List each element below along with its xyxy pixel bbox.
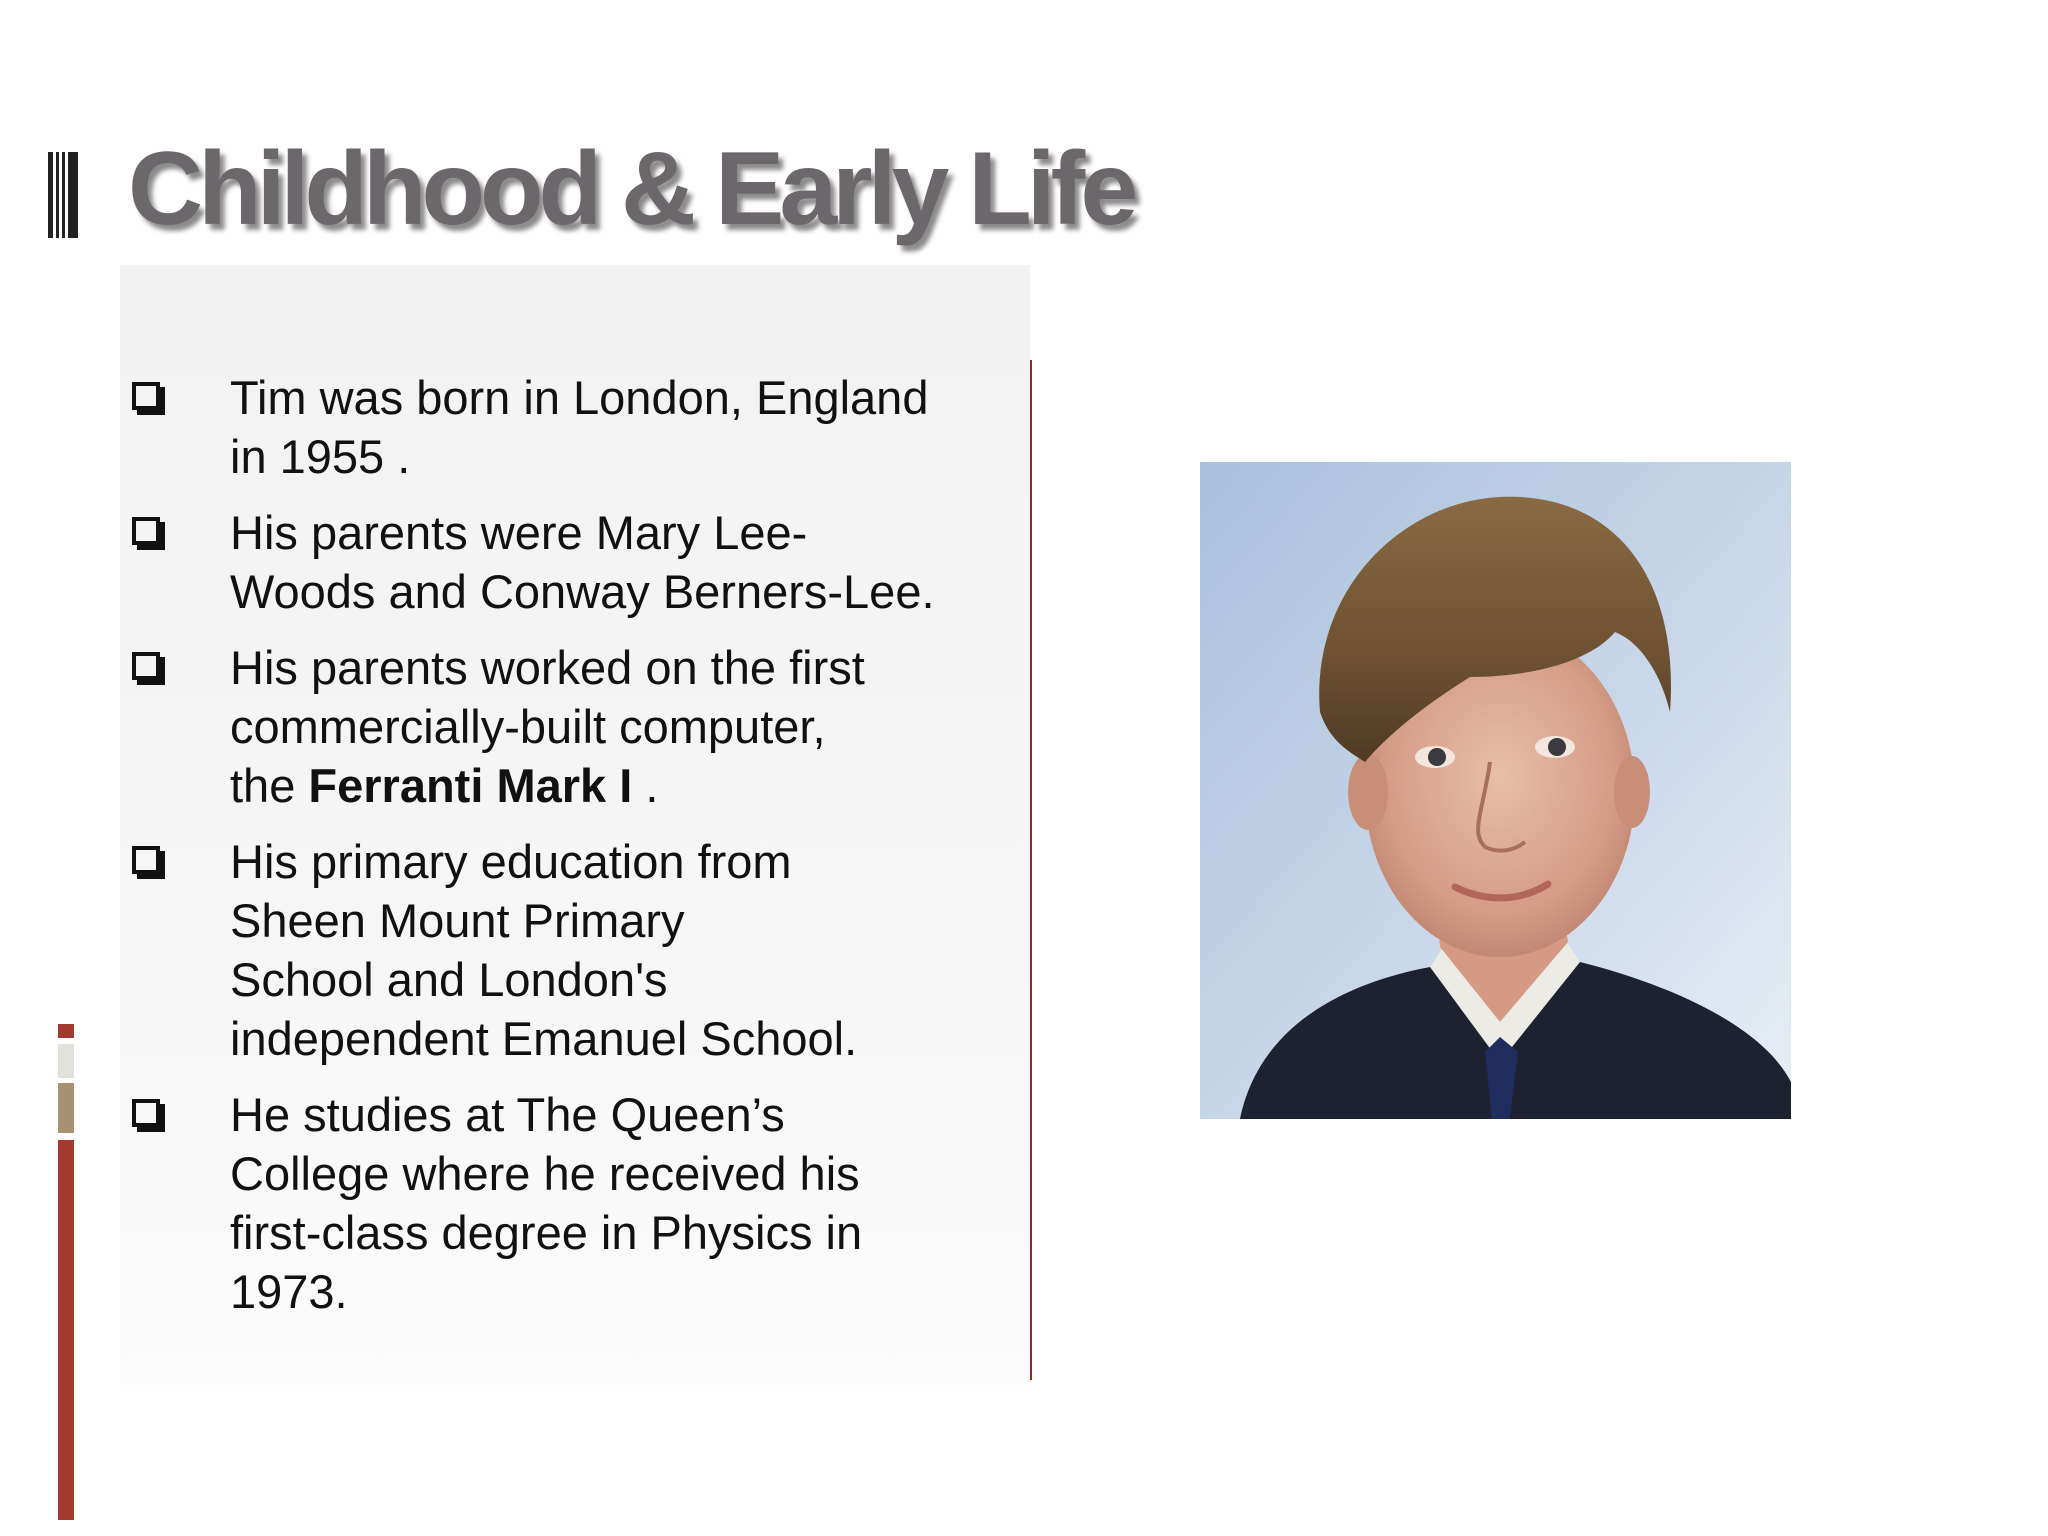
accent-strip-top xyxy=(58,1024,74,1038)
bullet-item xyxy=(128,1085,1008,1321)
vertical-bars-icon xyxy=(48,152,78,238)
bullet-item xyxy=(128,368,1008,486)
bullet-line: Sheen Mount Primary xyxy=(230,894,685,947)
bullet-line: His parents were Mary Lee- xyxy=(230,506,808,559)
bullet-line: commercially-built computer, xyxy=(230,700,826,753)
bullet-line: He studies at The Queen’s xyxy=(230,1088,785,1141)
bullet-line: first-class degree in Physics in xyxy=(230,1206,863,1259)
accent-strip-light xyxy=(58,1044,74,1078)
bullet-item xyxy=(128,832,1008,1068)
bullet-list xyxy=(128,368,1008,1338)
accent-strip-main xyxy=(58,1140,74,1520)
checkbox-square-icon xyxy=(132,517,160,545)
bullet-line: Tim was born in London, England xyxy=(230,371,929,424)
checkbox-square-icon xyxy=(132,382,160,410)
bullet-line-prefix: the xyxy=(230,759,309,812)
bullet-line: His parents worked on the first xyxy=(230,641,865,694)
bullet-line: Woods and Conway Berners-Lee. xyxy=(230,565,935,618)
vertical-divider xyxy=(1030,360,1032,1380)
checkbox-square-icon xyxy=(132,652,160,680)
checkbox-square-icon xyxy=(132,1099,160,1127)
bullet-item xyxy=(128,638,1008,815)
bullet-line: School and London's xyxy=(230,953,668,1006)
bullet-bold-text: Ferranti Mark I xyxy=(308,759,633,812)
bullet-line: independent Emanuel School. xyxy=(230,1012,858,1065)
bullet-line: College where he received his xyxy=(230,1147,860,1200)
bullet-line: 1973. xyxy=(230,1265,348,1318)
slide-title: Childhood & Early Life xyxy=(128,131,1134,247)
portrait-photo xyxy=(1200,462,1791,1119)
bullet-line: in 1955 . xyxy=(230,430,411,483)
bullet-line: His primary education from xyxy=(230,835,792,888)
checkbox-square-icon xyxy=(132,846,160,874)
bullet-item xyxy=(128,503,1008,621)
bullet-line-suffix: . xyxy=(632,759,659,812)
accent-strip-tan xyxy=(58,1083,74,1133)
